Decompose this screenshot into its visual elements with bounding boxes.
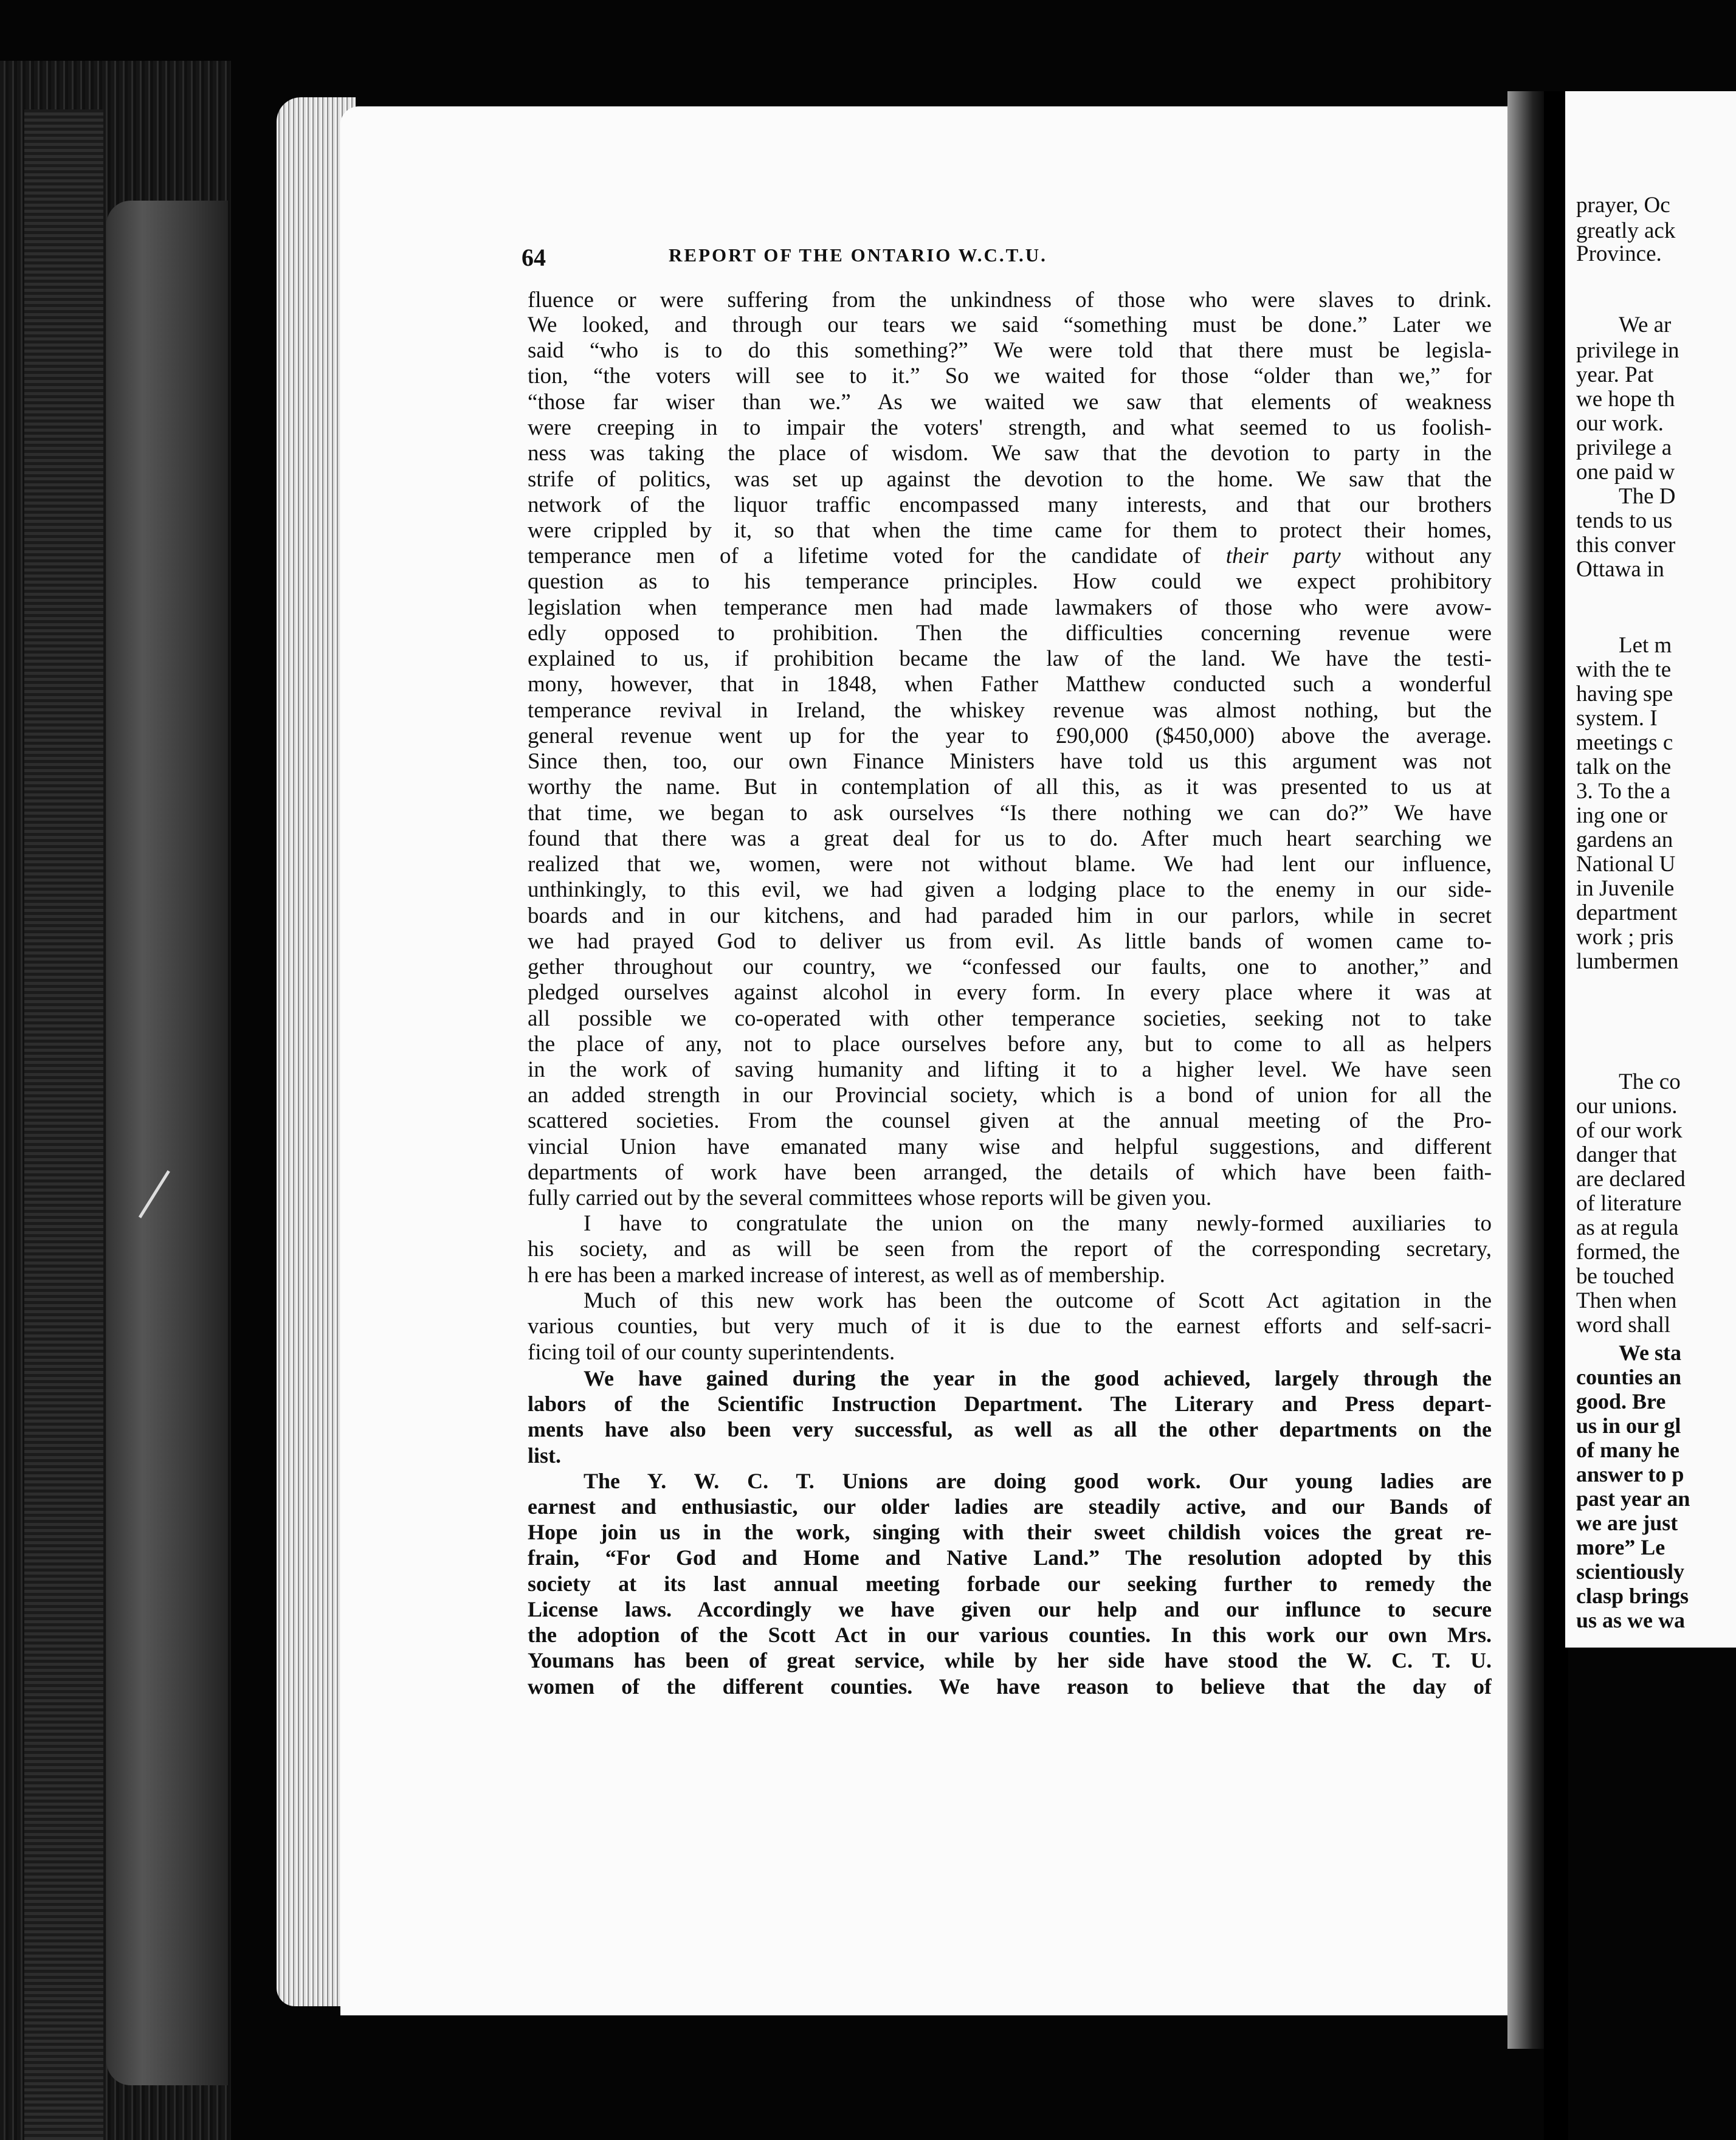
right-page-line: lumbermen (1576, 949, 1679, 974)
right-page-line: meetings c (1576, 730, 1673, 755)
text-line: explained to us, if prohibition became the law of the land. We have the testi- (528, 646, 1492, 671)
text-line: ments have also been very successful, as well as all the other departments on the (528, 1417, 1492, 1441)
text-line: various counties, but very much of it is due to the earnest efforts and self-sacri- (528, 1314, 1492, 1339)
right-page-line: 3. To the a (1576, 779, 1670, 804)
right-page-line: word shall (1576, 1313, 1671, 1338)
right-page-line: We sta (1619, 1341, 1681, 1365)
text-line: question as to his temperance principles. How could we expect prohibitory (528, 569, 1492, 594)
text-line: h ere has been a marked increase of interest, as well as of membership. (528, 1263, 1165, 1288)
right-page-line: our work. (1576, 411, 1664, 436)
text-line: the adoption of the Scott Act in our various counties. In this work our own Mrs. (528, 1623, 1492, 1647)
right-page-line: past year an (1576, 1486, 1690, 1511)
text-line: “those far wiser than we.” As we waited we saw that elements of weakness (528, 390, 1492, 415)
text-line: were crippled by it, so that when the time came for them to protect their homes, (528, 518, 1492, 543)
right-page-line: answer to p (1576, 1462, 1684, 1486)
right-page-line: talk on the (1576, 754, 1672, 779)
text-line: network of the liquor traffic encompassed many interests, and that our brothers (528, 492, 1492, 517)
text-line: society at its last annual meeting forbade our seeking further to remedy the (528, 1572, 1492, 1596)
text-line: an added strength in our Provincial society, which is a bond of union for all the (528, 1083, 1492, 1108)
text-line: Much of this new work has been the outcome of Scott Act agitation in the (584, 1288, 1492, 1313)
text-line: the place of any, not to place ourselves before any, but to come to all as helpers (528, 1032, 1492, 1057)
text-line: mony, however, that in 1848, when Father Matthew conducted such a wonderful (528, 672, 1492, 697)
right-page-line: of literature (1576, 1191, 1682, 1216)
right-page-line: our unions. (1576, 1094, 1678, 1119)
text-line: labors of the Scientific Instruction Department. The Literary and Press depart- (528, 1392, 1492, 1416)
right-page-line: we hope th (1576, 387, 1675, 412)
text-line: worthy the name. But in contemplation of all this, as it was presented to us at (528, 775, 1492, 799)
page-number: 64 (522, 244, 546, 271)
text-line: ness was taking the place of wisdom. We saw that the devotion to party in the (528, 441, 1492, 466)
text-line: were creeping in to impair the voters' strength, and what seemed to us foolish- (528, 415, 1492, 440)
text-line: tion, “the voters will see to it.” So we waited for those “older than we,” for (528, 364, 1492, 388)
text-line: gether throughout our country, we “confessed our faults, one to another,” and (528, 954, 1492, 979)
text-line: Since then, too, our own Finance Ministers have told us this argument was not (528, 749, 1492, 774)
right-page-line: one paid w (1576, 460, 1675, 485)
text-line: temperance men of a lifetime voted for the candidate of their party without any (528, 544, 1492, 568)
cover-cloth (24, 109, 103, 2140)
right-page-line: year. Pat (1576, 362, 1654, 387)
text-line: temperance revival in Ireland, the whiskey revenue was almost nothing, but the (528, 698, 1492, 723)
right-page-line: department (1576, 900, 1678, 925)
text-line: departments of work have been arranged, the details of which have been faith- (528, 1160, 1492, 1185)
right-page-line: We ar (1619, 312, 1672, 337)
text-line: boards and in our kitchens, and had paraded him in our parlors, while in secret (528, 903, 1492, 928)
text-line: We looked, and through our tears we said “something must be done.” Later we (528, 312, 1492, 337)
text-line: ficing toil of our county superintendents. (528, 1340, 895, 1365)
right-page-line: as at regula (1576, 1215, 1679, 1240)
right-page-line: us in our gl (1576, 1413, 1681, 1438)
right-page-line: be touched (1576, 1264, 1675, 1289)
right-page-line: clasp brings (1576, 1584, 1689, 1608)
right-page-line: ing one or (1576, 803, 1668, 828)
text-line: list. (528, 1443, 562, 1468)
text-line: said “who is to do this something?” We were told that there must be legisla- (528, 338, 1492, 363)
right-page-line: Province. (1576, 241, 1662, 266)
right-page-line: of our work (1576, 1118, 1683, 1143)
right-page-line: privilege a (1576, 435, 1672, 460)
right-page-line: counties an (1576, 1365, 1682, 1389)
right-page-line: greatly ack (1576, 218, 1676, 243)
text-line: vincial Union have emanated many wise and helpful suggestions, and different (528, 1134, 1492, 1159)
running-head: REPORT OF THE ONTARIO W.C.T.U. (669, 244, 1047, 266)
text-line: unthinkingly, to this evil, we had given a lodging place to the enemy in our side- (528, 877, 1492, 902)
right-page-line: The D (1619, 484, 1676, 509)
right-page-line: prayer, Oc (1576, 193, 1670, 218)
right-page-line: more” Le (1576, 1535, 1665, 1559)
right-page-line: The co (1619, 1069, 1681, 1094)
text-line: scattered societies. From the counsel given at the annual meeting of the Pro- (528, 1108, 1492, 1133)
cover-board-edge (106, 201, 228, 2085)
right-page-line: in Juvenile (1576, 876, 1675, 901)
right-page-line: of many he (1576, 1438, 1679, 1462)
right-page-line: Ottawa in (1576, 557, 1664, 582)
text-line: we had prayed God to deliver us from evil. As little bands of women came to- (528, 929, 1492, 954)
emphasis: their party (1225, 544, 1341, 568)
text-line: I have to congratulate the union on the many newly-formed auxiliaries to (584, 1211, 1492, 1236)
text-line: frain, “For God and Home and Native Land.” The resolution adopted by this (528, 1545, 1492, 1570)
text-line: pledged ourselves against alcohol in every form. In every place where it was at (528, 980, 1492, 1005)
right-page-line: Then when (1576, 1288, 1677, 1313)
text-line: his society, and as will be seen from the report of the corresponding secretary, (528, 1237, 1492, 1262)
text-line: fluence or were suffering from the unkindness of those who were slaves to drink. (528, 288, 1492, 312)
text-line: all possible we co-operated with other temperance societies, seeking not to take (528, 1006, 1492, 1031)
text-line: that time, we began to ask ourselves “Is there nothing we can do?” We have (528, 801, 1492, 826)
right-page-line: scientiously (1576, 1559, 1685, 1584)
text-line: We have gained during the year in the good achieved, largely through the (584, 1366, 1492, 1390)
gutter (1544, 91, 1568, 2140)
right-page-line: system. I (1576, 706, 1658, 731)
text-line: legislation when temperance men had made lawmakers of those who were avow- (528, 595, 1492, 620)
right-page-line: formed, the (1576, 1240, 1680, 1265)
right-page-line: tends to us (1576, 508, 1673, 533)
right-page-line: gardens an (1576, 827, 1673, 852)
text-line: earnest and enthusiastic, our older ladies are steadily active, and our Bands of (528, 1494, 1492, 1519)
right-page-line: work ; pris (1576, 925, 1674, 950)
right-page-line: this conver (1576, 533, 1676, 557)
text-line: Youmans has been of great service, while by her side have stood the W. C. T. U. (528, 1648, 1492, 1672)
text-line: License laws. Accordingly we have given our help and our influnce to secure (528, 1597, 1492, 1621)
right-page-fragment (1565, 91, 1736, 1648)
right-page-line: Let m (1619, 633, 1672, 658)
text-line: in the work of saving humanity and lifting it to a higher level. We have seen (528, 1057, 1492, 1082)
text-line: general revenue went up for the year to £90,000 ($450,000) above the average. (528, 723, 1492, 748)
right-page-line: are declared (1576, 1167, 1686, 1192)
right-page-line: us as we wa (1576, 1608, 1686, 1632)
text-line: The Y. W. C. T. Unions are doing good work. Our young ladies are (584, 1469, 1492, 1493)
text-line: fully carried out by the several committees whose reports will be given you. (528, 1186, 1212, 1210)
text-line: women of the different counties. We have reason to believe that the day of (528, 1674, 1492, 1699)
text-line: realized that we, women, were not without blame. We had lent our influence, (528, 852, 1492, 877)
right-page-line: with the te (1576, 657, 1672, 682)
right-page-line: we are just (1576, 1511, 1678, 1535)
right-page-line: National U (1576, 852, 1676, 877)
text-line: edly opposed to prohibition. Then the difficulties concerning revenue were (528, 621, 1492, 646)
right-page-line: good. Bre (1576, 1389, 1666, 1413)
text-line: found that there was a great deal for us to do. After much heart searching we (528, 826, 1492, 851)
right-page-line: danger that (1576, 1142, 1677, 1167)
text-line: strife of politics, was set up against the devotion to the home. We saw that the (528, 467, 1492, 492)
right-page-line: privilege in (1576, 338, 1679, 363)
right-page-line: having spe (1576, 682, 1673, 706)
text-line: Hope join us in the work, singing with their sweet childish voices the great re- (528, 1520, 1492, 1544)
